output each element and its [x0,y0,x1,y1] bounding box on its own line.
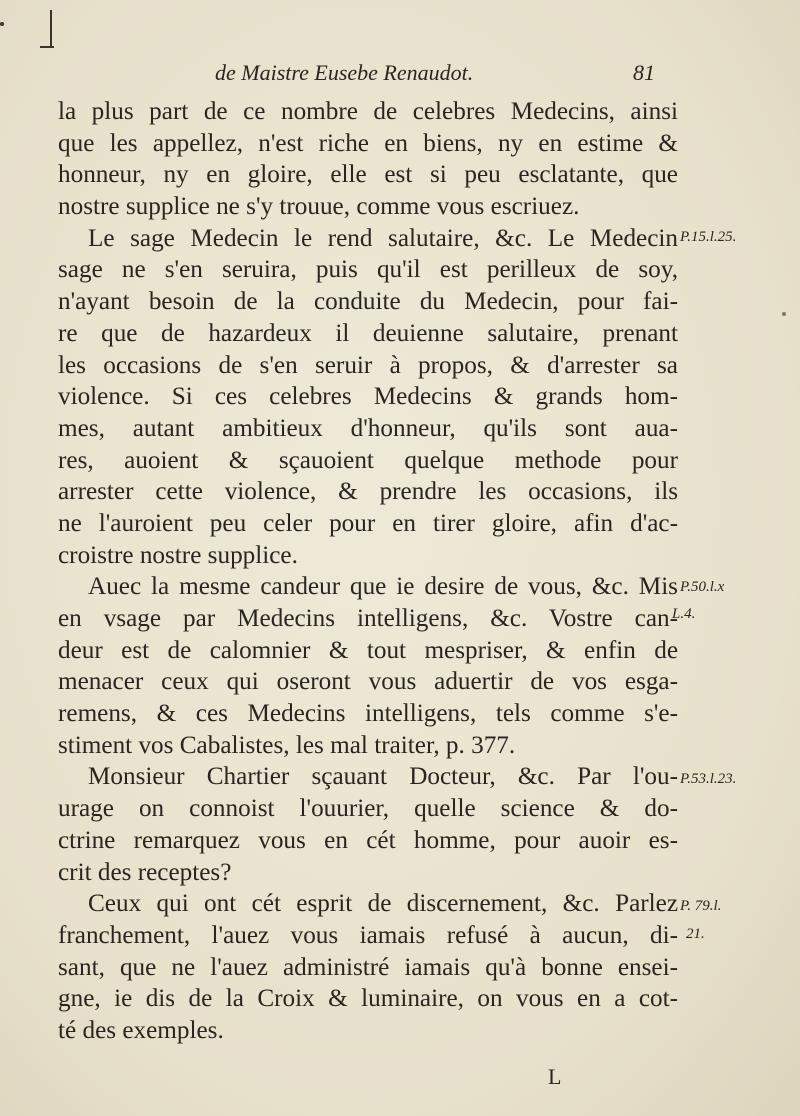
text-line: violence. Si ces celebres Medecins & grands hom- [58,383,678,411]
text-line: ctrine remarquez vous en cét homme, pour auoir es- [58,826,678,854]
margin-note: P. 79.l. [680,898,722,914]
margin-note: P.53.l.23. [680,771,737,787]
text-line: gne, ie dis de la Croix & luminaire, on vous en a cot- [58,985,678,1013]
text-line: sage ne s'en seruira, puis qu'il est perilleux de soy, [58,256,678,284]
text-line: Auec la mesme candeur que ie desire de vous, &c. Mis [88,573,678,601]
text-line: urage on connoist l'ouurier, quelle science & do- [58,795,678,823]
text-line: menacer ceux qui oseront vous aduertir de vos esga- [58,668,678,696]
text-line: Le sage Medecin le rend salutaire, &c. Le Medecin [88,224,678,252]
text-line: res, auoient & sçauoient quelque methode pour [58,446,678,474]
ink-stroke [50,10,52,46]
text-line: n'ayant besoin de la conduite du Medecin, pour fai- [58,288,678,316]
text-line: croistre nostre supplice. [58,541,298,569]
text-line: que les appellez, n'est riche en biens, ny en estime & [58,129,678,157]
margin-note: 21. [686,926,705,942]
text-line: mes, autant ambitieux d'honneur, qu'ils sont aua- [58,414,678,442]
text-line: té des exemples. [58,1016,224,1044]
text-line: franchement, l'auez vous iamais refusé à aucun, di- [58,921,678,949]
text-line: deur est de calomnier & tout mespriser, & enfin de [58,636,678,664]
text-line: re que de hazardeux il deuienne salutaire, prenant [58,319,678,347]
ink-dot [782,312,786,316]
text-line: stiment vos Cabalistes, les mal traiter, p. 377. [58,731,516,759]
signature-mark: L [548,1064,562,1089]
text-line: remens, & ces Medecins intelligens, tels comme s'e- [58,700,678,728]
margin-note: P.50.l.x [680,579,725,595]
page-number: 81 [633,60,655,85]
text-line: crit des receptes? [58,858,232,886]
text-line: nostre supplice ne s'y trouue, comme vous escriuez. [58,193,580,221]
text-line: en vsage par Medecins intelligens, &c. Vostre can- [58,605,678,632]
text-line: la plus part de ce nombre de celebres Medecins, ainsi [58,98,678,125]
body-text [58,96,678,1047]
text-line: ne l'auroient peu celer pour en tirer gloire, afin d'ac- [58,509,678,537]
text-line: sant, que ne l'auez administré iamais qu'à bonne ensei- [58,953,678,981]
ink-dot [0,22,4,26]
text-line: honneur, ny en gloire, elle est si peu esclatante, que [58,161,678,189]
margin-note: P.15.l.25. [680,229,737,245]
margin-note: L.4. [672,606,696,622]
ink-stroke [40,46,54,48]
text-line: Ceux qui ont cét esprit de discernement, &c. Parlez [88,890,678,918]
running-title: de Maistre Eusebe Renaudot. [215,60,474,85]
running-header [215,60,655,94]
text-line: arrester cette violence, & prendre les occasions, ils [58,478,678,506]
text-line: Monsieur Chartier sçauant Docteur, &c. Par l'ou- [88,763,678,791]
text-line: les occasions de s'en seruir à propos, & d'arrester sa [58,351,678,379]
